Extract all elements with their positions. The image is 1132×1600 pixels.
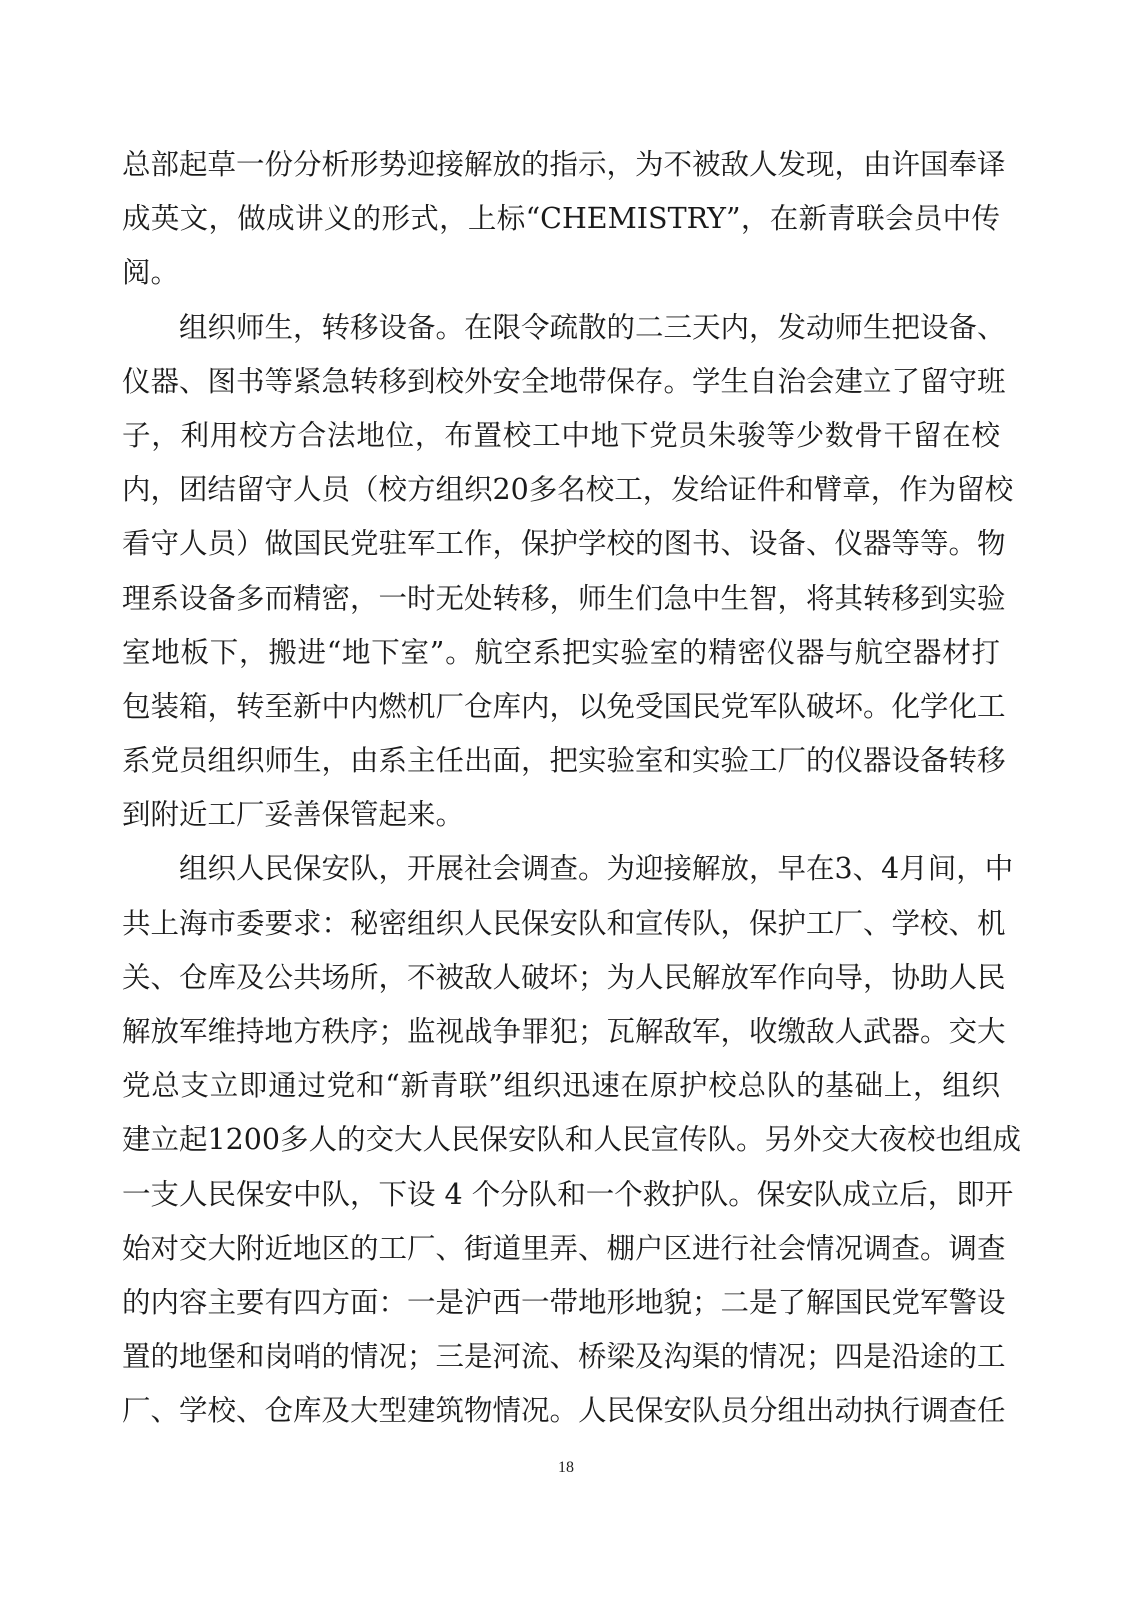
text-line: 始对交大附近地区的工厂、街道里弄、棚户区进行社会情况调查。调查 (122, 1231, 1006, 1265)
body-text (122, 138, 1022, 1439)
page-number: 18 (558, 1459, 574, 1476)
text-line: 厂、学校、仓库及大型建筑物情况。人民保安队员分组出动执行调查任 (122, 1394, 1006, 1428)
text-line: 理系设备多而精密，一时无处转移，师生们急中生智，将其转移到实验 (122, 581, 1006, 615)
text-line: 党总支立即通过党和“新青联”组织迅速在原护校总队的基础上，组织 (122, 1069, 1000, 1103)
text-line: 室地板下，搬进“地下室”。航空系把实验室的精密仪器与航空器材打 (122, 635, 1000, 669)
text-line: 到附近工厂妥善保管起来。 (122, 798, 465, 832)
text-line: 包装箱，转至新中内燃机厂仓库内，以免受国民党军队破坏。化学化工 (122, 689, 1006, 723)
text-line: 内，团结留守人员（校方组织20多名校工，发给证件和臂章，作为留校 (122, 473, 1014, 507)
text-line: 阅。 (122, 256, 180, 290)
text-line: 看守人员）做国民党驻军工作，保护学校的图书、设备、仪器等等。物 (122, 527, 1006, 561)
text-line: 置的地堡和岗哨的情况；三是河流、桥梁及沟渠的情况；四是沿途的工 (122, 1340, 1006, 1374)
text-line: 系党员组织师生，由系主任出面，把实验室和实验工厂的仪器设备转移 (122, 744, 1006, 778)
text-line: 解放军维持地方秩序；监视战争罪犯；瓦解敌军，收缴敌人武器。交大 (122, 1015, 1006, 1048)
text-line: 建立起1200多人的交大人民保安队和人民宣传队。另外交大夜校也组成 (122, 1123, 1022, 1157)
paragraph-start-line: 组织人民保安队，开展社会调查。为迎接解放，早在3、4月间，中 (179, 852, 1014, 886)
text-line: 关、仓库及公共场所，不被敌人破坏；为人民解放军作向导，协助人民 (122, 960, 1006, 994)
text-line: 仪器、图书等紧急转移到校外安全地带保存。学生自治会建立了留守班 (122, 364, 1006, 398)
text-line: 一支人民保安中队，下设 4 个分队和一个救护队。保安队成立后，即开 (122, 1177, 1014, 1211)
text-line: 总部起草一份分析形势迎接解放的指示，为不被敌人发现，由许国奉译 (122, 148, 1006, 181)
text-line: 共上海市委要求：秘密组织人民保安队和宣传队，保护工厂、学校、机 (122, 906, 1006, 940)
text-line: 的内容主要有四方面：一是沪西一带地形地貌；二是了解国民党军警设 (122, 1285, 1006, 1319)
text-line: 子，利用校方合法地位，布置校工中地下党员朱骏等少数骨干留在校 (122, 418, 1000, 452)
text-line: 成英文，做成讲义的形式，上标“CHEMISTRY”，在新青联会员中传 (122, 202, 1000, 236)
paragraph-start-line: 组织师生，转移设备。在限令疏散的二三天内，发动师生把设备、 (179, 310, 1006, 344)
